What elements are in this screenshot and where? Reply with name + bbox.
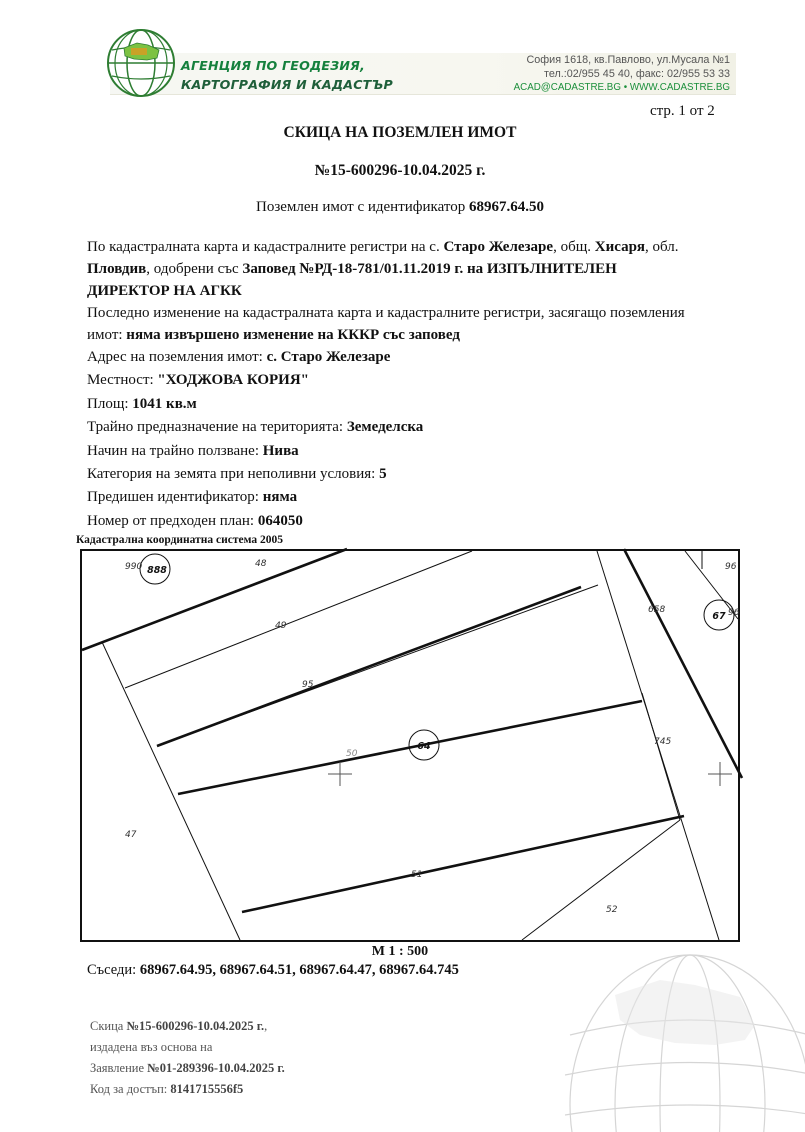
subject-parcel-line: [157, 587, 581, 746]
parcel-line: [125, 551, 472, 688]
parcel-label: 96: [725, 562, 737, 572]
field-address: [87, 346, 423, 369]
field-area: [87, 393, 423, 416]
footer-sketch-label: Скица: [90, 1019, 124, 1033]
parcel-line: [642, 693, 680, 820]
footer-access-code: 8141715556f5: [170, 1082, 244, 1096]
parcel-label: 47: [125, 830, 137, 840]
field-label: Предишен идентификатор:: [87, 489, 259, 506]
globe-map-watermark-icon: [555, 955, 805, 1132]
field-value: Земеделска: [346, 419, 424, 436]
neighbours-label: Съседи:: [87, 962, 137, 978]
last-change-paragraph: [87, 302, 685, 346]
field-label: Площ:: [87, 395, 129, 412]
parcel-label: 96: [728, 608, 740, 618]
approval-order: Заповед №РД-18-781/01.11.2019 г. на ИЗПЪЛНИТЕЛЕН: [242, 261, 617, 277]
field-previous-id: [87, 486, 423, 509]
field-previous-plan: [87, 510, 423, 533]
cadastral-map: [80, 549, 740, 942]
parcel-label: 52: [606, 905, 618, 915]
parcel-label: 48: [255, 559, 267, 569]
block-label: 64: [417, 741, 431, 752]
approval-text-1: По кадастралната карта и кадастралните регистри на с.: [87, 239, 440, 255]
footer-comma: ,: [264, 1019, 268, 1033]
identifier-label: Поземлен имот с идентификатор: [256, 199, 466, 215]
field-value: Нива: [262, 442, 299, 459]
approval-village: Старо Железаре: [443, 239, 554, 255]
agency-name: [181, 56, 393, 94]
field-label: Трайно предназначение на територията:: [87, 419, 344, 436]
block-boundary-line: [624, 549, 742, 778]
parcel-label: 49: [275, 621, 287, 631]
contact-info: [514, 54, 730, 95]
field-label: Категория на земята при неполивни условия:: [87, 466, 376, 483]
agency-name-line1: АГЕНЦИЯ ПО ГЕОДЕЗИЯ,: [181, 58, 365, 73]
approval-order-2: ДИРЕКТОР НА АГКК: [87, 283, 242, 299]
parcel-fields: [87, 346, 423, 533]
cadastral-map-svg: [82, 551, 738, 940]
footer-application-label: Заявление: [90, 1061, 145, 1075]
parcel-line: [102, 642, 240, 940]
parcel-label: 95: [302, 680, 314, 690]
field-value: с. Старо Железаре: [266, 349, 391, 365]
footer-sketch-number: №15-600296-10.04.2025 г.: [126, 1019, 265, 1033]
page-number: стр. 1 от 2: [650, 103, 715, 119]
document-title: СКИЦА НА ПОЗЕМЛЕН ИМОТ: [283, 124, 517, 141]
agency-address: София 1618, кв.Павлово, ул.Мусала №1: [526, 54, 730, 66]
approval-region: Пловдив: [87, 261, 147, 277]
agency-phone: тел.:02/955 45 40, факс: 02/955 53 33: [544, 67, 730, 80]
approval-municipality: Хисаря: [594, 239, 646, 255]
agency-name-line2: КАРТОГРАФИЯ И КАДАСТЪР: [181, 77, 393, 92]
parcel-label: 51: [411, 870, 423, 880]
document-number: №15-600296-10.04.2025 г.: [314, 162, 486, 179]
parcel-line: [522, 820, 680, 940]
block-label: 67: [712, 611, 726, 622]
approval-text-3: , обл.: [645, 239, 679, 255]
identifier-value: 68967.64.50: [468, 199, 544, 215]
field-value: 1041 кв.м: [132, 395, 197, 412]
field-value: няма: [262, 489, 298, 506]
parcel-label: 658: [648, 605, 666, 615]
coordinate-system-label: Кадастрална координатна система 2005: [76, 534, 283, 546]
block-label: 888: [147, 565, 167, 576]
footer-info: [90, 1016, 285, 1100]
footer-access-code-label: Код за достъп:: [90, 1082, 168, 1096]
agency-web: ACAD@CADASTRE.BG • WWW.CADASTRE.BG: [513, 82, 730, 93]
approval-text-2: , общ.: [553, 239, 591, 255]
approval-text-4: , одобрени със: [146, 261, 239, 277]
last-change-line1: Последно изменение на кадастралната карта и кадастралните регистри, засягащо поземления: [87, 305, 685, 321]
last-change-value: няма извършено изменение на КККР със заповед: [126, 327, 460, 343]
field-label: Местност:: [87, 372, 154, 389]
footer-issued-based-on: издадена въз основа на: [90, 1040, 213, 1054]
field-usage: [87, 440, 423, 463]
map-scale: М 1 : 500: [371, 944, 429, 959]
field-purpose: [87, 416, 423, 439]
field-value: "ХОДЖОВА КОРИЯ": [157, 372, 309, 389]
field-label: Адрес на поземления имот:: [87, 349, 263, 365]
parcel-label: 990: [125, 562, 143, 572]
field-locality: [87, 369, 423, 392]
last-change-label: имот:: [87, 327, 123, 343]
field-label: Номер от предходен план:: [87, 512, 255, 529]
subject-parcel-line: [242, 816, 684, 912]
neighbours-line: [87, 962, 459, 979]
subject-parcel-line: [178, 701, 642, 794]
agency-globe-logo-icon: [104, 26, 178, 100]
parcel-label: 50: [346, 749, 358, 759]
field-label: Начин на трайно ползване:: [87, 442, 260, 459]
neighbours-value: 68967.64.95, 68967.64.51, 68967.64.47, 68967.64.745: [139, 962, 459, 978]
field-category: [87, 463, 423, 486]
parcel-identifier-line: [0, 199, 800, 216]
parcel-label: 745: [654, 737, 672, 747]
field-value: 064050: [257, 512, 303, 529]
footer-application-number: №01-289396-10.04.2025 г.: [147, 1061, 285, 1075]
approval-paragraph: [87, 236, 679, 302]
field-value: 5: [379, 466, 387, 483]
block-boundary-line: [82, 549, 347, 650]
